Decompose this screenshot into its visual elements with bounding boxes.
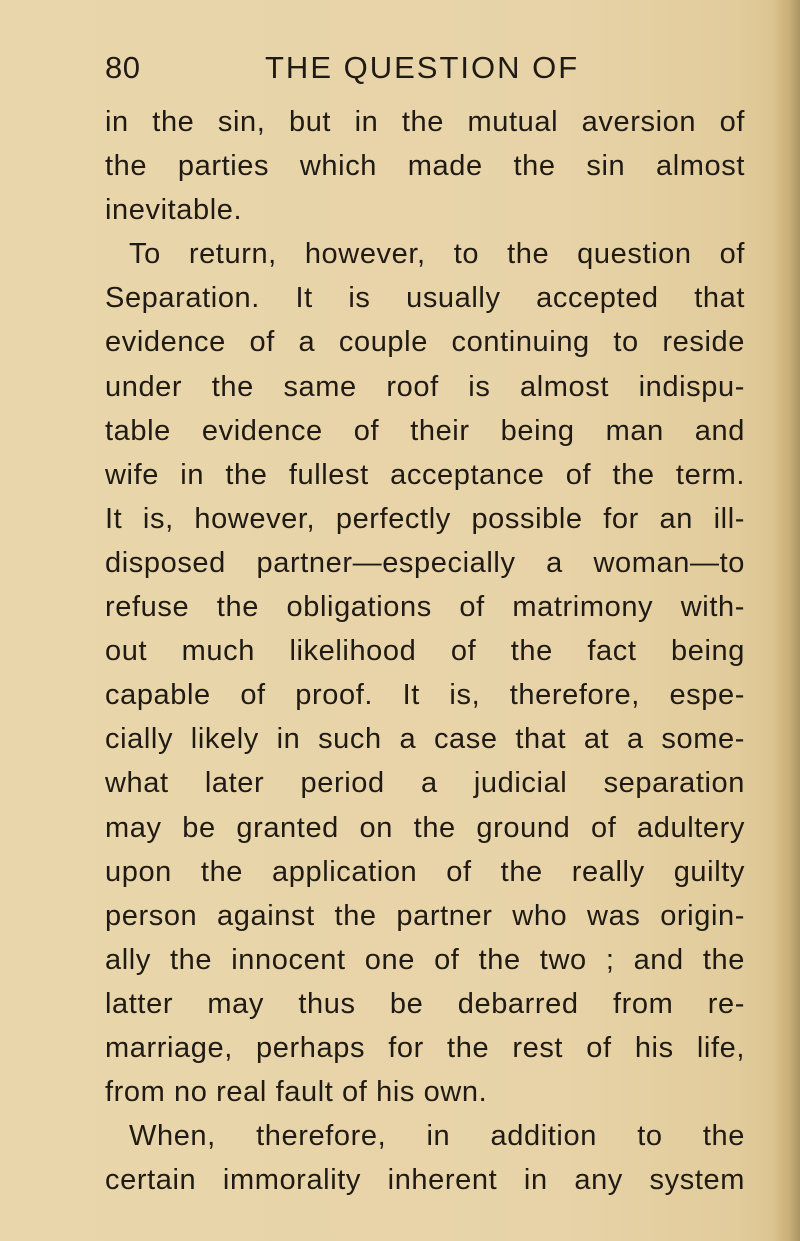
- text-line: capable of proof. It is, therefore, espe-: [105, 679, 745, 712]
- text-line: evidence of a couple continuing to reside: [105, 326, 745, 359]
- text-line: refuse the obligations of matrimony with-: [105, 591, 745, 624]
- text-line: out much likelihood of the fact being: [105, 635, 745, 668]
- text-line: person against the partner who was origin-: [105, 899, 745, 932]
- text-line: cially likely in such a case that at a some-: [105, 723, 745, 756]
- text-line: Separation. It is usually accepted that: [105, 282, 745, 315]
- text-line: When, therefore, in addition to the: [129, 1120, 745, 1153]
- running-head: THE QUESTION OF: [265, 50, 580, 85]
- text-line: table evidence of their being man and: [105, 414, 745, 447]
- text-line: It is, however, perfectly possible for an ill-: [105, 502, 745, 535]
- text-line: ally the innocent one of the two ; and the: [105, 943, 745, 976]
- text-line: inevitable.: [105, 194, 243, 227]
- page-header: [105, 50, 745, 96]
- text-line: upon the application of the really guilty: [105, 855, 745, 888]
- text-line: certain immorality inherent in any system: [105, 1164, 745, 1197]
- text-line: disposed partner—especially a woman—to: [105, 546, 745, 579]
- text-line: from no real fault of his own.: [105, 1076, 488, 1109]
- text-line: wife in the fullest acceptance of the term.: [105, 458, 745, 491]
- text-line: under the same roof is almost indispu-: [105, 370, 745, 403]
- body-text: [105, 100, 745, 1202]
- text-line: what later period a judicial separation: [105, 767, 745, 800]
- text-line: To return, however, to the question of: [129, 238, 745, 271]
- text-line: latter may thus be debarred from re-: [105, 987, 745, 1020]
- page-edge-shadow: [772, 0, 800, 1241]
- page-number: 80: [105, 50, 141, 85]
- text-line: the parties which made the sin almost: [105, 150, 745, 183]
- text-line: may be granted on the ground of adultery: [105, 811, 745, 844]
- text-line: marriage, perhaps for the rest of his life,: [105, 1031, 745, 1064]
- text-line: in the sin, but in the mutual aversion of: [105, 106, 745, 138]
